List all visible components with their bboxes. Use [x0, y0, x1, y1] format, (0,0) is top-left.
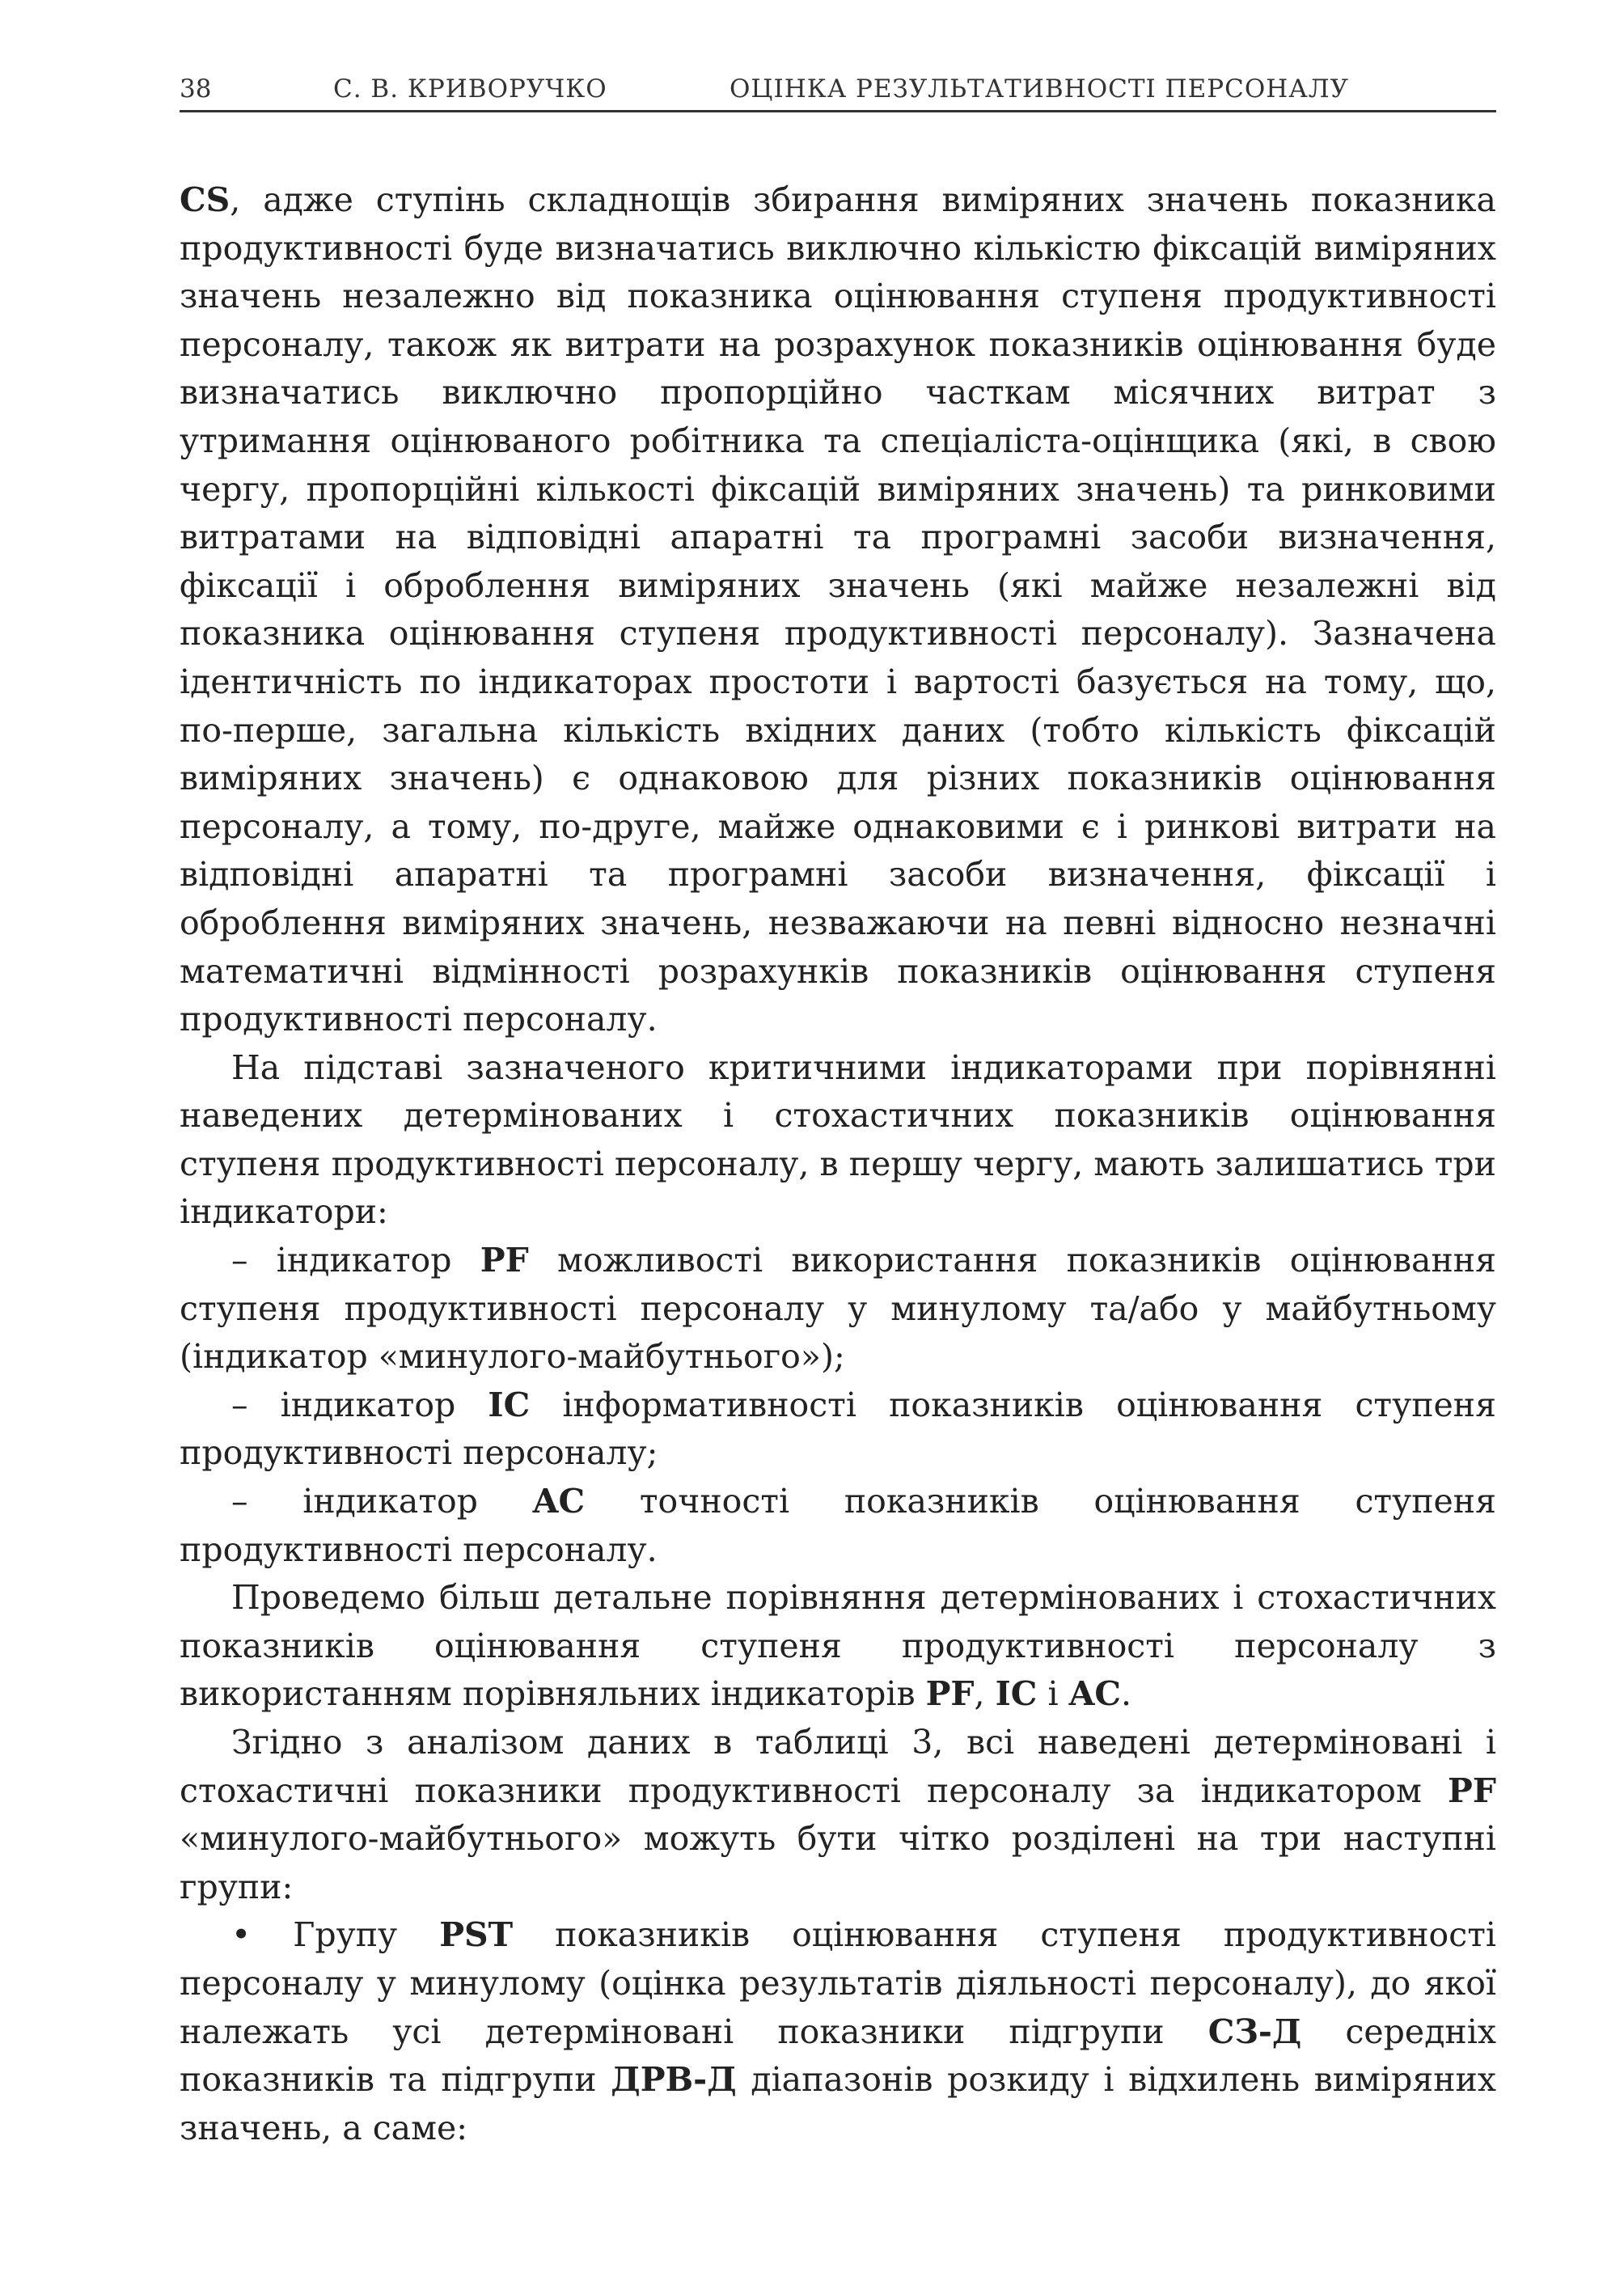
paragraph-6-text: Проведемо більш детальне порівняння детермінованих і стохастичних показників оцінювання ступеня продуктивності персоналу з використанням порівняльних індикаторів	[180, 1578, 1496, 1714]
term-ic-ref: IC	[995, 1674, 1038, 1714]
paragraph-6-end: .	[1121, 1674, 1132, 1714]
term-cs: CS	[180, 180, 230, 219]
list-item-pf	[180, 1237, 1496, 1381]
paragraph-6-sep2: і	[1037, 1674, 1069, 1714]
paragraph-7-text: Згідно з аналізом даних в таблиці 3, всі наведені детерміновані і стохастичні показники продуктивності персоналу за індикатором	[180, 1723, 1496, 1810]
term-pf: PF	[480, 1241, 529, 1280]
list-item-ic-text: інформативності показників оцінювання ступеня продуктивності персоналу;	[180, 1385, 1496, 1473]
paragraph-6-sep1: ,	[974, 1674, 996, 1714]
bullet-item-pst-mid: середніх показників та підгрупи	[180, 2012, 1496, 2100]
list-item-pf-lead: – індикатор	[231, 1241, 480, 1280]
list-item-pf-text: можливості використання показників оцінювання ступеня продуктивності персоналу у минулому та/або у майбутньому (індикатор «минулого-майбутнього»);	[180, 1241, 1496, 1377]
header-title: ОЦІНКА РЕЗУЛЬТАТИВНОСТІ ПЕРСОНАЛУ	[730, 74, 1350, 104]
bullet-item-pst-text: показників оцінювання ступеня продуктивності персоналу у минулому (оцінка результатів діяльності персоналу), до якої належать усі детерміновані показники підгрупи	[180, 1915, 1497, 2051]
page-number: 38	[180, 74, 212, 104]
list-item-ac-text: точності показників оцінювання ступеня продуктивності персоналу.	[180, 1482, 1496, 1569]
bullet-item-pst-end: діапазонів розкиду і відхилень виміряних значень, а саме:	[180, 2060, 1496, 2147]
paragraph-6	[180, 1574, 1496, 1719]
term-ic: IC	[488, 1385, 531, 1424]
term-drv-d: ДРВ-Д	[611, 2060, 737, 2100]
term-pf-ref: PF	[925, 1674, 975, 1714]
paragraph-2-text: На підставі зазначеного критичними індикаторами при порівнянні наведених детермінованих і стохастичних показників оцінювання ступеня продуктивності персоналу, в першу чергу, мають залишатись три індикатори:	[180, 1047, 1496, 1232]
header-author: С. В. КРИВОРУЧКО	[333, 74, 607, 104]
bullet-item-pst	[180, 1911, 1496, 2152]
list-item-ac	[180, 1478, 1496, 1574]
running-header	[180, 70, 1496, 112]
list-item-ac-lead: – індикатор	[231, 1482, 533, 1521]
paragraph-7-end: «минулого-майбутнього» можуть бути чітко розділені на три наступні групи:	[180, 1819, 1496, 1906]
term-ac: AC	[532, 1482, 586, 1521]
paragraph-1-text: , адже ступінь складнощів збирання виміряних значень показника продуктивності буде визначатись виключно кількістю фіксацій виміряних значень незалежно від показника оцінювання ступеня продуктивності персоналу, також як витрати на розрахунок показників оцінювання буде визначатись виключно пропорційно часткам місячних витрат з утримання оцінюваного робітника та спеціаліста-оцінщика (які, в свою чергу, пропорційні кількості фіксацій виміряних значень) та ринковими витратами на відповідні апаратні та програмні засоби визначення, фіксації і оброблення виміряних значень (які майже незалежні від показника оцінювання ступеня продуктивності персоналу). Зазначена ідентичність по індикаторах простоти і вартості базується на тому, що, по-перше, загальна кількість вхідних даних (тобто кількість фіксацій виміряних значень) є однаковою для різних показників оцінювання персоналу, а тому, по-друге, майже однаковими є і ринкові витрати на відповідні апаратні та програмні засоби визначення, фіксації і оброблення виміряних значень, незважаючи на певні відносно незначні математичні відмінності розрахунків показників оцінювання ступеня продуктивності персоналу.	[180, 180, 1496, 1039]
body-text	[180, 176, 1496, 2152]
term-pf-group: PF	[1448, 1771, 1496, 1810]
paragraph-7	[180, 1719, 1496, 1911]
term-sz-d: СЗ-Д	[1207, 2012, 1302, 2051]
list-item-ic-lead: – індикатор	[231, 1385, 488, 1424]
list-item-ic	[180, 1381, 1496, 1478]
bullet-item-pst-lead: • Групу	[231, 1915, 440, 1955]
paragraph-2	[180, 1044, 1496, 1237]
term-ac-ref: AC	[1068, 1674, 1122, 1714]
paragraph-1	[180, 176, 1496, 1044]
term-pst: PST	[439, 1915, 514, 1955]
